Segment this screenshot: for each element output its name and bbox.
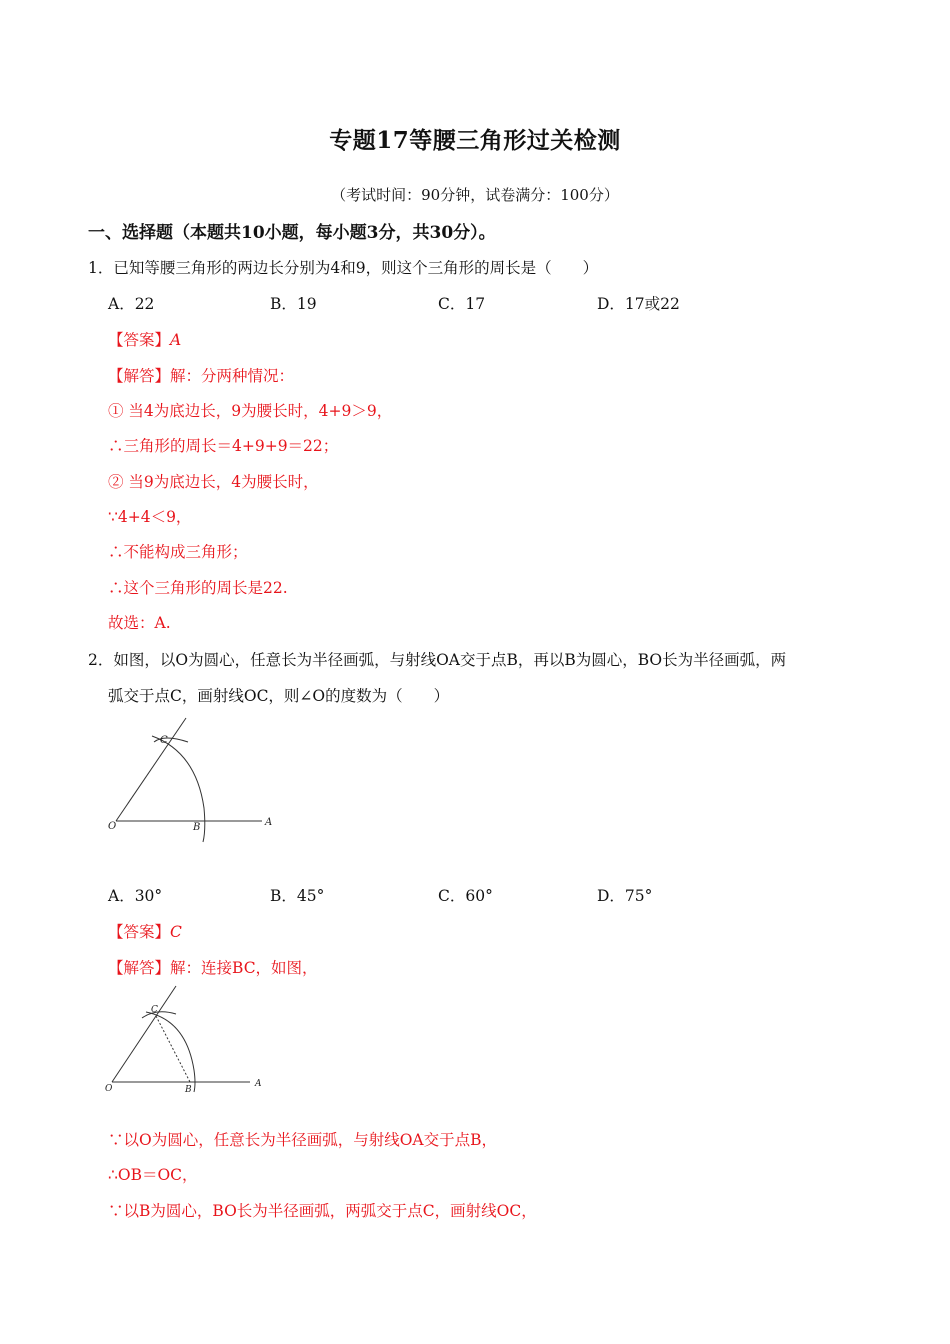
q1-answer <box>108 328 181 350</box>
label-a: A <box>255 1079 262 1089</box>
q2-solution-line: ∵以O为圆心，任意长为半径画弧，与射线OA交于点B， <box>108 1131 498 1149</box>
label-b: B <box>185 1085 192 1095</box>
question-2-stem-line1: 2．如图，以O为圆心，任意长为半径画弧，与射线OA交于点B，再以B为圆心，BO长为半径画弧，两 <box>88 651 787 669</box>
q1-answer-label: 【答案】 <box>108 331 171 349</box>
q2-option-a: A．30° <box>108 887 163 905</box>
q2-option-d: D．75° <box>597 887 653 905</box>
label-c: C <box>160 735 168 746</box>
q2-solution-line: ∴OB＝OC， <box>108 1166 198 1184</box>
question-1-stem: 1．已知等腰三角形的两边长分别为4和9，则这个三角形的周长是（ ） <box>88 259 599 277</box>
q1-solution-line: 故选：A. <box>108 614 171 632</box>
q2-answer-value: C <box>170 923 182 941</box>
q1-option-c: C．17 <box>438 295 486 313</box>
exam-info: （考试时间：90分钟，试卷满分：100分） <box>331 186 619 204</box>
label-a: A <box>265 817 273 828</box>
page-title: 专题17等腰三角形过关检测 <box>329 127 621 154</box>
q2-solution-label: 【解答】 <box>108 959 171 977</box>
q2-solution-first <box>108 956 318 978</box>
q2-answer <box>108 920 182 942</box>
ray-oc <box>112 986 176 1082</box>
q1-option-d: D．17或22 <box>597 295 680 313</box>
q1-solution-line: 解：分两种情况： <box>170 367 295 385</box>
q1-solution-line: ② 当9为底边长，4为腰长时， <box>108 473 319 491</box>
q2-solution-line: 解：连接BC，如图， <box>170 959 318 977</box>
arc-large <box>146 1012 195 1092</box>
q1-answer-value: A <box>170 331 182 349</box>
q1-solution-line: ∵4+4＜9， <box>108 508 192 526</box>
question-2-stem-line2: 弧交于点C，画射线OC，则∠O的度数为（ ） <box>108 687 450 705</box>
q1-solution-first <box>108 364 294 386</box>
q1-solution-line: ∴不能构成三角形； <box>108 543 248 561</box>
construction-figure <box>100 712 290 852</box>
q1-option-b: B．19 <box>270 295 317 313</box>
q1-solution-line: ∴这个三角形的周长是22. <box>108 579 288 597</box>
label-b: B <box>193 822 201 833</box>
label-o: O <box>105 1084 113 1094</box>
q2-answer-label: 【答案】 <box>108 923 171 941</box>
q1-solution-label: 【解答】 <box>108 367 171 385</box>
q2-solution-line: ∵以B为圆心，BO长为半径画弧，两弧交于点C，画射线OC， <box>108 1202 537 1220</box>
ray-oc <box>116 718 186 821</box>
label-c: C <box>151 1005 158 1015</box>
label-o: O <box>108 821 117 832</box>
q1-solution-line: ∴三角形的周长＝4+9+9＝22； <box>108 437 339 455</box>
solution-figure <box>100 982 275 1097</box>
q2-option-c: C．60° <box>438 887 493 905</box>
q1-option-a: A．22 <box>108 295 155 313</box>
section-heading: 一、选择题（本题共10小题，每小题3分，共30分）。 <box>88 223 496 243</box>
q2-option-b: B．45° <box>270 887 325 905</box>
q1-solution-line: ① 当4为底边长，9为腰长时，4+9＞9， <box>108 402 393 420</box>
